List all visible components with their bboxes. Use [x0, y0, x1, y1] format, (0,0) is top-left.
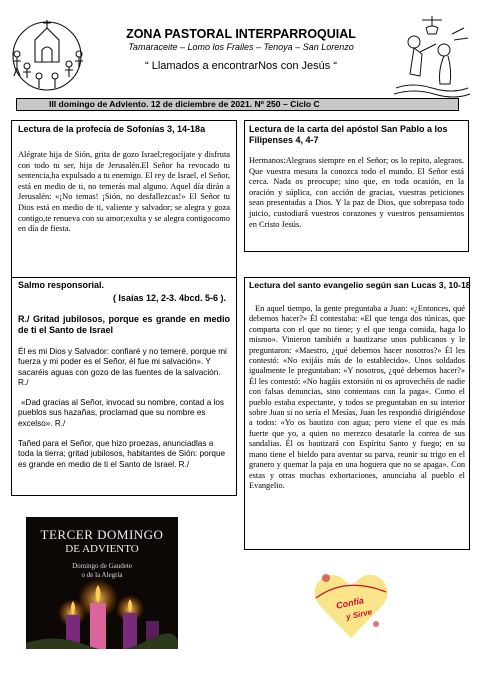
advent-card-line3: Domingo de Gaudete [72, 562, 132, 570]
psalm-stanza: Él es mi Dios y Salvador: confiaré y no temeré, porque mi fuerza y mi poder es el Señor, él fue mi salvación». Y sacaréis aguas con gozo de las fuentes de la salvación. R./ [18, 347, 227, 387]
psalm-box [11, 277, 237, 496]
advent-card-line1: TERCER DOMINGO [40, 527, 164, 542]
baptism-illustration [392, 14, 472, 98]
date-bar-text: III domingo de Adviento. 12 de diciembre de 2021. Nº 250 – Ciclo C [49, 99, 320, 109]
advent-candles-icon [26, 517, 178, 649]
header-slogan: “ Llamados a encontrarNos con Jesús “ [145, 60, 337, 72]
second-reading-box [244, 120, 469, 252]
first-reading-text: Alégrate hija de Sión, grita de gozo Israel;regocíjate y disfruta con todo tu ser, hija de Jerusalén.El Señor ha revocado tu sentencia,ha expulsado a tu enemigo. El rey de Israel, el Señor, está en medio de ti, no temerás mal alguno. Aquel día dirán a Jerusalén: «¡No temas! ¡Sión, no desfallezcas!» El Señor tu Dios está en medio de ti, valiente y salvador; se alegra y goza contigo,te renueva con su amor;exulta y se alegra contigocomo en día de fiesta. [18, 150, 230, 234]
confia-sirve-stamp [306, 558, 396, 648]
second-reading-title: Lectura de la carta del apóstol San Pablo a los Filipenses 4, 4-7 [249, 124, 448, 145]
baptism-icon [392, 14, 472, 98]
stamp-line1: Confía [335, 595, 365, 611]
church-logo [5, 14, 89, 92]
gospel-box [244, 277, 470, 550]
first-reading-title: Lectura de la profecía de Sofonías 3, 14-18a [18, 124, 206, 134]
advent-card [26, 517, 178, 649]
second-reading-text: Hermanos:Alegraos siempre en el Señor; os lo repito, alegraos. Que vuestra mesura la conozca todo el mundo. El Señor está cerca. Nada os preocupe; sino que, en toda ocasión, en la oración y súplica, con acción de gracias, vuestras peticiones sean presentadas a Dios. Y la paz de Dios, que sobrepasa todo juicio, custodiará vuestros corazones y vuestros pensamientos en Cristo Jesús. [249, 156, 464, 229]
psalm-stanza: Tañed para el Señor, que hizo proezas, anunciadlas a toda la tierra; gritad jubilosos, habitantes de Sión: porque es grande en medio de ti el Santo de Israel. R./ [18, 439, 226, 469]
psalm-title: Salmo responsorial. [18, 280, 105, 290]
advent-card-line2: DE ADVIENTO [65, 543, 139, 555]
gospel-text: En aquel tiempo, la gente preguntaba a Juan: «¿Entonces, qué debemos hacer?» Él contestaba: «El que tenga dos túnicas, que comparta con el que no tiene; y el que tenga comida, haga lo mismo». Vinieron también a bautizarse unos publicanos y le preguntaron: «Maestro, ¿qué debemos hacer nosotros?» Él les contestó: «No exijáis más de lo establecido». Unos soldados igualmente le preguntaban: «Y nosotros, ¿qué debemos hacer?» Él les contestó: «No hagáis extorsión ni os aprovechéis de nadie con falsas denuncias, sino contentaos con la paga». Como el pueblo estaba expectante, y todos se preguntaban en su interior sobre Juan si no sería el Mesías, Juan les respondió dirigiéndose a todos: «Yo os bautizo con agua; pero viene el que es más fuerte que yo, a quien no merezco desatarle la correa de sus sandalias. Él os bautizará con Espíritu Santo y fuego; en su mano tiene el bieldo para aventar su parva, reunir su trigo en el granero y quemar la paja en una hoguera que no se apaga». Con estas y otras muchas exhortaciones, anunciaba al pueblo el Evangelio. [249, 304, 465, 490]
psalm-reference: ( Isaías 12, 2-3. 4bcd. 5-6 ). [112, 293, 226, 303]
header-title: ZONA PASTORAL INTERPARROQUIAL [126, 27, 356, 41]
gospel-title: Lectura del santo evangelio según san Lucas 3, 10-18 [249, 280, 471, 290]
church-people-icon [5, 14, 89, 92]
first-reading-box [11, 120, 237, 284]
psalm-stanza: «Dad gracias al Señor, invocad su nombre, contad a los pueblos sus hazañas, proclamad que su nombre es excelso». R./ [18, 398, 224, 428]
psalm-response: R./ Gritad jubilosos, porque es grande en medio de ti el Santo de Israel [18, 314, 230, 335]
stamp-line2: y Sirve [345, 607, 373, 622]
header-parishes: Tamaraceite – Lomo los Frailes – Tenoya – San Lorenzo [128, 42, 354, 52]
date-bar [16, 98, 459, 111]
advent-card-line4: o de la Alegría [81, 571, 123, 579]
